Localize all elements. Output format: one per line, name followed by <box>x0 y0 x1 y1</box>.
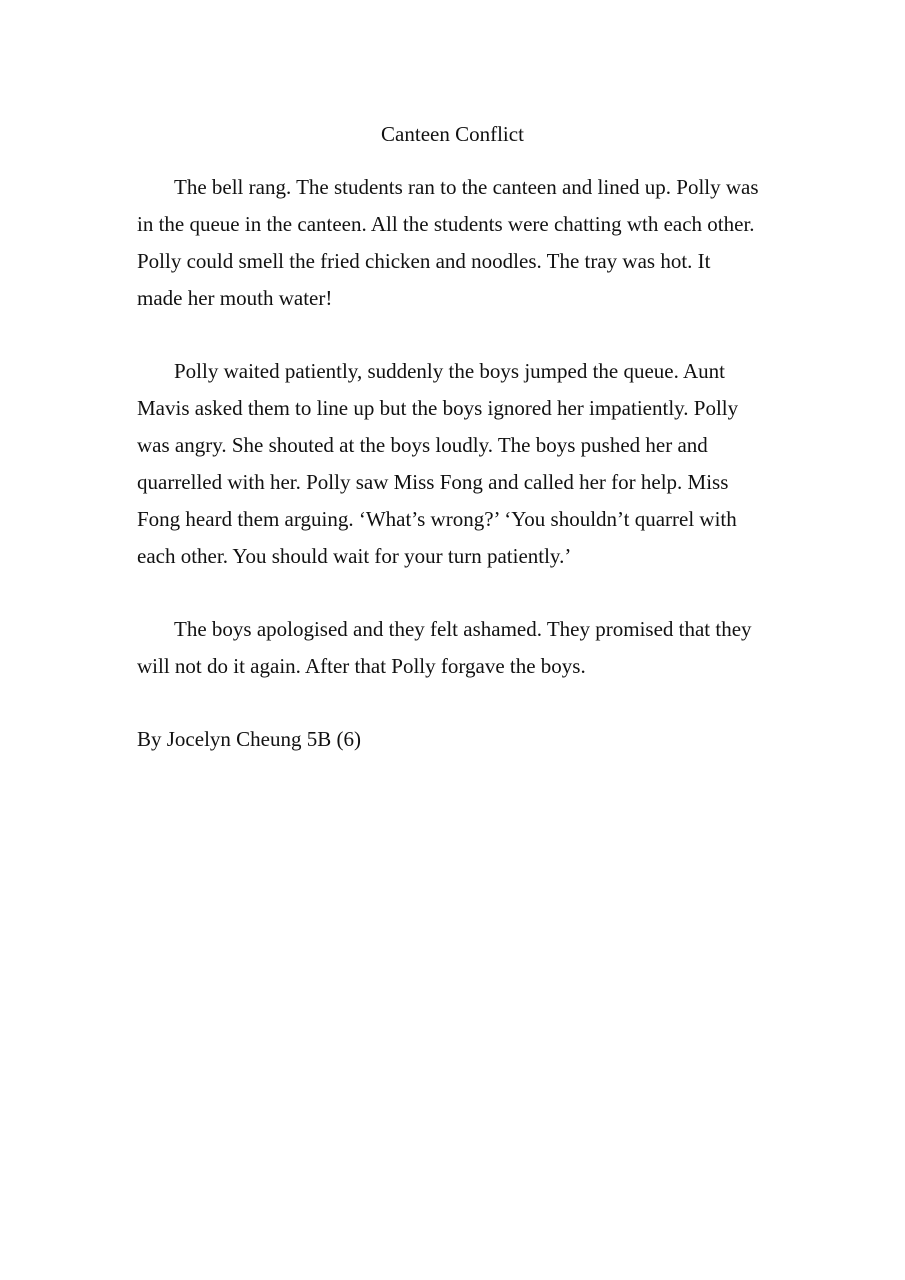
paragraph-line: will not do it again. After that Polly forgave the boys. <box>137 654 586 678</box>
author-byline: By Jocelyn Cheung 5B (6) <box>137 727 361 751</box>
paragraph-line: in the queue in the canteen. All the students were chatting wth each other. <box>137 212 755 236</box>
paragraph-line: was angry. She shouted at the boys loudly. The boys pushed her and <box>137 433 708 457</box>
paragraph-line: Polly waited patiently, suddenly the boys jumped the queue. Aunt <box>174 359 725 383</box>
paragraph-line: Fong heard them arguing. ‘What’s wrong?’ ‘You shouldn’t quarrel with <box>137 507 737 531</box>
paragraph-line: Polly could smell the fried chicken and noodles. The tray was hot. It <box>137 249 711 273</box>
paragraph-2 <box>137 353 777 575</box>
document-title: Canteen Conflict <box>381 122 524 146</box>
paragraph-line: each other. You should wait for your turn patiently.’ <box>137 544 572 568</box>
paragraph-line: quarrelled with her. Polly saw Miss Fong and called her for help. Miss <box>137 470 729 494</box>
paragraph-1 <box>137 169 777 317</box>
paragraph-line: made her mouth water! <box>137 286 333 310</box>
paragraph-line: The boys apologised and they felt ashamed. They promised that they <box>174 617 752 641</box>
paragraph-3 <box>137 611 777 685</box>
paragraph-line: The bell rang. The students ran to the canteen and lined up. Polly was <box>174 175 759 199</box>
paragraph-line: Mavis asked them to line up but the boys ignored her impatiently. Polly <box>137 396 739 420</box>
